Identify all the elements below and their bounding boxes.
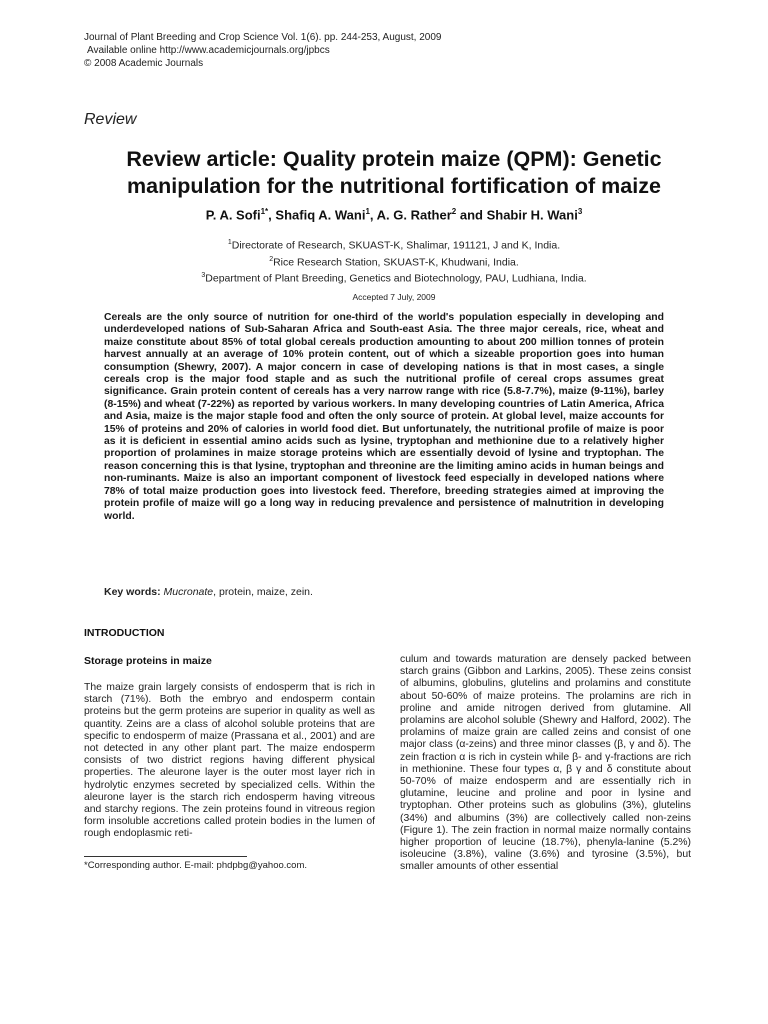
abstract: Cereals are the only source of nutrition for one-third of the world's population especially in developing and underdeveloped nations of Sub-Saharan Africa and South-east Asia. The three major cereals, rice, wheat and maize constitute about 85% of total global cereals production amounting to about 200 million tonnes of protein harvest annually at an average of 10% protein content, out of which a sizeable proportion goes into human consumption (Shewry, 2007). A major concern in case of developing nations is that in most cases, a single cereals crop is the major food staple and as such the nutritional profile of cereal crops assumes great significance. Grain protein content of cereals has a very narrow range with rice (5.8-7.7%), maize (9-11%), barley (8-15%) and wheat (7-22%) as reported by various workers. In many developing countries of Latin America, Africa and Asia, maize is the major staple food and often the only source of protein. At global level, maize accounts for 15% of proteins and 20% of calories in world food diet. But unfortunately, the nutritional profile of maize is poor as it is deficient in essential amino acids such as lysine, tryptophan and methionine due to a relatively higher proportion of prolamines in maize storage proteins which are essentially devoid of lysine and tryptophan. The reason concerning this is that lysine, tryptophan and threonine are the limiting amino acids in human beings and non-ruminants. Maize is also an important component of livestock feed especially in developed nations where 78% of total maize production goes into livestock feed. Therefore, breeding strategies aimed at improving the protein profile of maize will go a long way in reducing prevalence and persistence of malnutrition in developing world. bbox=[104, 312, 664, 522]
author-affiliation-mark: 1 bbox=[365, 207, 370, 216]
author-name: A. G. Rather bbox=[376, 207, 452, 223]
affiliation bbox=[84, 236, 704, 253]
section-heading: INTRODUCTION bbox=[84, 627, 165, 639]
author-name: Shafiq A. Wani bbox=[275, 207, 366, 223]
author-affiliation-mark: 1* bbox=[260, 207, 269, 216]
section-label: Review bbox=[84, 111, 137, 128]
affiliation-text: Department of Plant Breeding, Genetics and Biotechnology, PAU, Ludhiana, India. bbox=[205, 272, 587, 285]
author-separator: , bbox=[369, 207, 377, 223]
subsection-heading: Storage proteins in maize bbox=[84, 655, 212, 667]
copyright-line: © 2008 Academic Journals bbox=[84, 58, 204, 69]
affiliation-list bbox=[84, 236, 704, 286]
keywords-label: Key words: bbox=[104, 586, 161, 598]
affiliation bbox=[84, 269, 704, 286]
corresponding-author-footnote: *Corresponding author. E-mail: phdpbg@yahoo.com. bbox=[84, 860, 307, 871]
author-name: P. A. Sofi bbox=[205, 207, 261, 223]
affiliation-mark: 2 bbox=[269, 255, 274, 263]
journal-url-line: Available online http://www.academicjournals.org/jpbcs bbox=[87, 45, 330, 56]
author-separator: and bbox=[456, 207, 487, 223]
author-affiliation-mark: 2 bbox=[451, 207, 457, 216]
keyword-italic: Mucronate bbox=[163, 586, 214, 598]
body-column-right: culum and towards maturation are densely packed between starch grains (Gibbon and Larkins, 2005). These zeins consist of albumins, globulins, glutelins and prolamins and constitute about 50-60% of maize proteins. The prolamins are rich in proline and amide nitrogen derived from glutamine. All prolamins are alcohol soluble (Shewry and Halford, 2002). The prolamins of maize grain are called zeins and consist of one major class (α-zeins) and three minor classes (β, γ and δ). The zein fraction α is rich in cystein while β- and γ-fractions are rich in methionine. These four types α, β γ and δ constitute about 50-70% of maize endosperm and are essentially rich in glutamine, leucine and proline and poor in lysine and tryptophan. Other proteins such as globulins (3%), glutelins (34%) and albumins (3%) are collectively called non-zeins (Figure 1). The zein fraction in normal maize normally contains higher proportion of leucine (18.7%), phenyla-lanine (5.2%) isoleucine (3.8%), valine (3.6%) and tyrosine (3.5%), but smaller amounts of other essential bbox=[400, 654, 691, 873]
author-affiliation-mark: 3 bbox=[577, 207, 583, 216]
journal-citation: Journal of Plant Breeding and Crop Science Vol. 1(6). pp. 244-253, August, 2009 bbox=[84, 32, 442, 43]
journal-header bbox=[84, 31, 441, 70]
author-separator: , bbox=[268, 207, 276, 223]
footnote-divider bbox=[84, 856, 247, 857]
author-name: Shabir H. Wani bbox=[486, 207, 578, 223]
accepted-date: Accepted 7 July, 2009 bbox=[352, 292, 436, 302]
affiliation-text: Directorate of Research, SKUAST-K, Shalimar, 191121, J and K, India. bbox=[231, 239, 561, 252]
keywords bbox=[104, 586, 313, 598]
affiliation-mark: 3 bbox=[201, 272, 206, 279]
affiliation bbox=[84, 253, 704, 270]
keywords-rest: , protein, maize, zein. bbox=[213, 586, 313, 598]
affiliation-mark: 1 bbox=[227, 239, 232, 246]
author-list bbox=[84, 207, 704, 222]
affiliation-text: Rice Research Station, SKUAST-K, Khudwani, India. bbox=[273, 256, 519, 268]
body-column-left: The maize grain largely consists of endosperm that is rich in starch (71%). Both the embryo and endosperm contain proteins but the germ proteins are superior in quality as well as quantity. Zeins are a class of alcohol soluble proteins that are specific to endosperm of maize (Prassana et al., 2001) and are not detected in any other plant part. The maize endosperm consists of two district regions having different physical properties. The aleurone layer is the outer most layer rich in hydrolytic enzymes secreted by specialized cells. Within the aleurone layer is the starch rich endosperm having vitreous and starchy regions. The zein proteins found in vitreous region form insoluble accretions called protein bodies in the lumen of rough endoplasmic reti- bbox=[84, 682, 375, 840]
article-title: Review article: Quality protein maize (QPM): Genetic manipulation for the nutritional fortification of maize bbox=[126, 147, 662, 198]
